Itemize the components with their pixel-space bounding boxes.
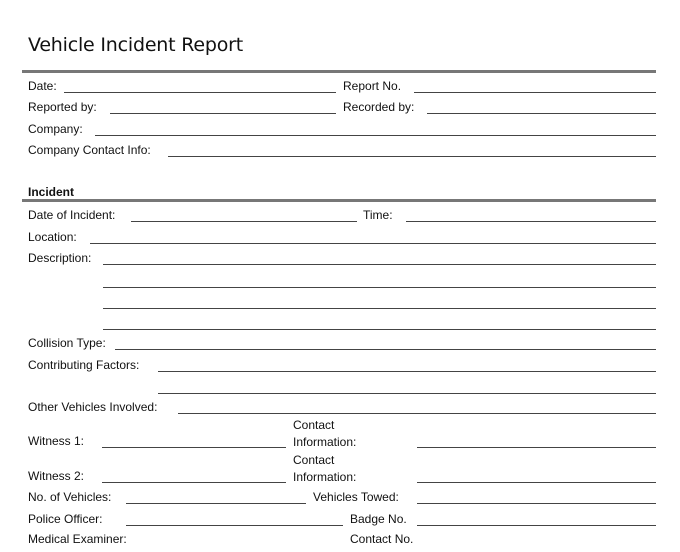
- witness1-contact-label-line2: Information:: [293, 435, 357, 449]
- vehicles-row: [0, 490, 680, 510]
- num-vehicles-label: No. of Vehicles:: [28, 490, 112, 504]
- report-no-field[interactable]: [414, 92, 656, 93]
- location-field[interactable]: [90, 243, 656, 244]
- incident-heading: Incident: [28, 185, 75, 199]
- police-row: [0, 512, 680, 532]
- badge-no-field[interactable]: [417, 525, 656, 526]
- contributing-factors-row: [0, 358, 680, 378]
- description-field-line-1[interactable]: [103, 264, 656, 265]
- reported-by-field[interactable]: [110, 113, 336, 114]
- date-row: [0, 79, 680, 99]
- witness2-field[interactable]: [102, 482, 286, 483]
- time-field[interactable]: [406, 221, 656, 222]
- contact-no-label: Contact No.: [350, 532, 414, 546]
- recorded-by-label: Recorded by:: [343, 100, 415, 114]
- police-officer-label: Police Officer:: [28, 512, 103, 526]
- witness2-contact-label-line2: Information:: [293, 470, 357, 484]
- date-of-incident-label: Date of Incident:: [28, 208, 116, 222]
- medical-row: [0, 532, 680, 552]
- header-divider: [22, 70, 656, 73]
- vehicles-towed-label: Vehicles Towed:: [313, 490, 399, 504]
- other-vehicles-field[interactable]: [178, 413, 656, 414]
- company-field[interactable]: [95, 135, 656, 136]
- collision-type-row: [0, 336, 680, 356]
- company-contact-row: [0, 143, 680, 163]
- witness1-label: Witness 1:: [28, 434, 85, 448]
- company-contact-field[interactable]: [168, 156, 656, 157]
- description-field-line-2[interactable]: [103, 287, 656, 288]
- company-label: Company:: [28, 122, 83, 136]
- date-label: Date:: [28, 79, 57, 93]
- witness2-contact-label-line1: Contact: [293, 453, 335, 467]
- date-field[interactable]: [64, 92, 336, 93]
- witness1-contact-label-line1: Contact: [293, 418, 335, 432]
- contributing-factors-label: Contributing Factors:: [28, 358, 140, 372]
- time-label: Time:: [363, 208, 393, 222]
- location-row: [0, 230, 680, 250]
- description-label: Description:: [28, 251, 92, 265]
- reported-row: [0, 100, 680, 120]
- witness2-contact-label: [293, 452, 356, 486]
- num-vehicles-field[interactable]: [126, 503, 306, 504]
- recorded-by-field[interactable]: [427, 113, 656, 114]
- other-vehicles-label: Other Vehicles Involved:: [28, 400, 158, 414]
- date-of-incident-row: [0, 208, 680, 228]
- police-officer-field[interactable]: [126, 525, 343, 526]
- badge-no-label: Badge No.: [350, 512, 407, 526]
- witness2-label: Witness 2:: [28, 469, 85, 483]
- description-row: [0, 251, 680, 271]
- witness2-contact-field[interactable]: [417, 482, 656, 483]
- witness1-contact-label: [293, 417, 356, 451]
- collision-type-field[interactable]: [115, 349, 656, 350]
- company-contact-label: Company Contact Info:: [28, 143, 151, 157]
- date-of-incident-field[interactable]: [131, 221, 357, 222]
- witness1-field[interactable]: [102, 447, 286, 448]
- description-field-line-4[interactable]: [103, 329, 656, 330]
- medical-examiner-label: Medical Examiner:: [28, 532, 127, 546]
- description-field-line-3[interactable]: [103, 308, 656, 309]
- company-row: [0, 122, 680, 142]
- location-label: Location:: [28, 230, 77, 244]
- vehicles-towed-field[interactable]: [417, 503, 656, 504]
- reported-by-label: Reported by:: [28, 100, 97, 114]
- collision-type-label: Collision Type:: [28, 336, 106, 350]
- incident-divider: [22, 199, 656, 202]
- page-title: Vehicle Incident Report: [28, 34, 244, 56]
- report-no-label: Report No.: [343, 79, 402, 93]
- witness1-contact-field[interactable]: [417, 447, 656, 448]
- contributing-factors-field-line-1[interactable]: [158, 371, 656, 372]
- contributing-factors-field-line-2[interactable]: [158, 393, 656, 394]
